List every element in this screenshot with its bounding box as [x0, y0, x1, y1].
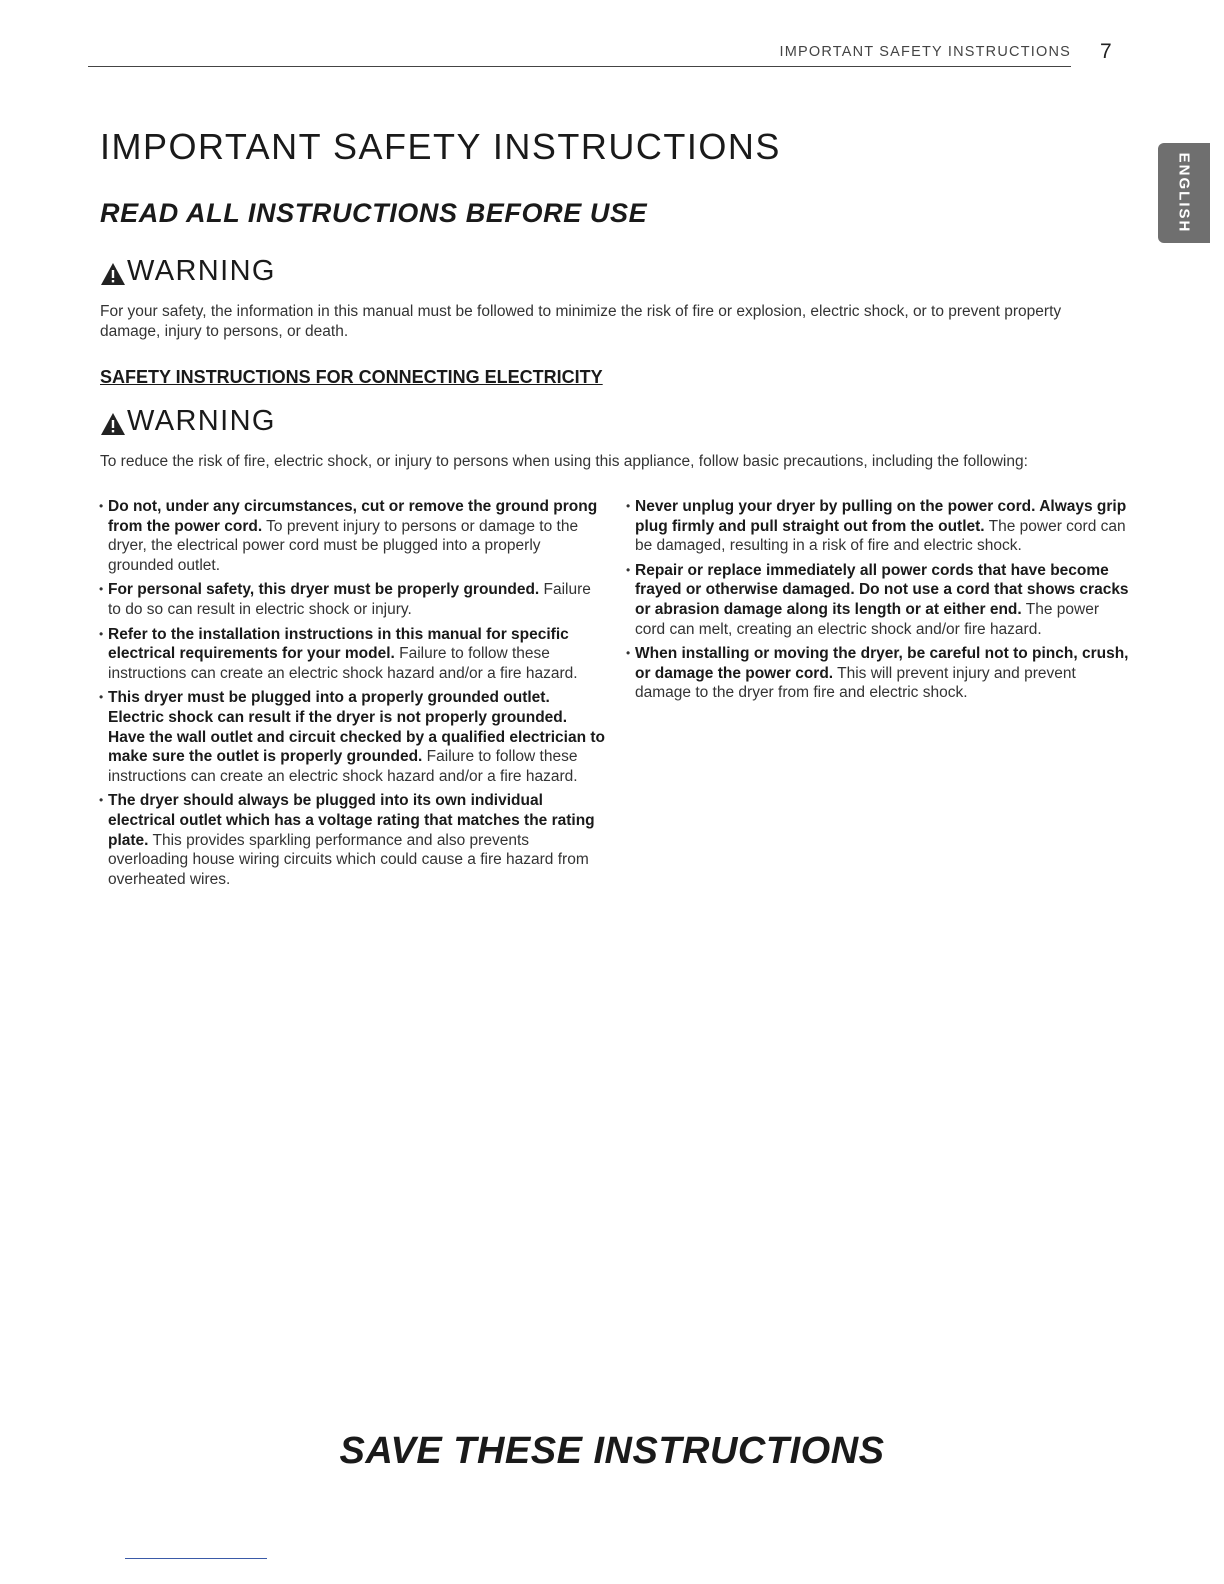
item-text: To prevent injury to persons or damage to the dryer, the electrical power cord must be plugged into a properly grounded outlet. [108, 517, 579, 574]
list-item [100, 791, 605, 889]
item-text: The power cord can be damaged, resulting in a risk of fire and electric shock. [635, 517, 1126, 555]
item-text: The power cord can melt, creating an electric shock and/or fire hazard. [635, 600, 1099, 638]
language-tab [1158, 143, 1210, 243]
page-number: 7 [1100, 40, 1112, 63]
item-bold: This dryer must be plugged into a properly grounded outlet. Electric shock can result if the dryer is not properly grounded. Have the wall outlet and circuit checked by a qualified electrician to make sure the outlet is properly grounded. [108, 689, 606, 766]
item-bold: Never unplug your dryer by pulling on the power cord. Always grip plug firmly and pull straight out from the outlet. [635, 498, 1127, 535]
left-instruction-list [100, 497, 605, 894]
warning-heading [100, 405, 276, 438]
warning-icon [100, 262, 126, 286]
language-tab-label: ENGLISH [1175, 152, 1193, 234]
page-title: IMPORTANT SAFETY INSTRUCTIONS [100, 126, 781, 167]
running-header [88, 42, 1071, 67]
list-item [627, 644, 1132, 703]
warning-label: WARNING [127, 255, 276, 287]
running-header-title: IMPORTANT SAFETY INSTRUCTIONS [779, 44, 1071, 60]
item-text: This provides sparkling performance and also prevents overloading house wiring circuits which could cause a fire hazard from overheated wires. [108, 831, 589, 888]
item-bold: Refer to the installation instructions in this manual for specific electrical requirements for your model. [108, 625, 569, 663]
list-item [100, 625, 605, 684]
item-text: Failure to follow these instructions can create an electric shock hazard and/or a fire hazard. [108, 645, 578, 682]
warning-text: To reduce the risk of fire, electric shock, or injury to persons when using this appliance, follow basic precautions, including the following: [100, 453, 1028, 470]
item-text: This will prevent injury and prevent damage to the dryer from fire and electric shock. [635, 664, 1076, 702]
list-item [627, 561, 1132, 639]
item-bold: Repair or replace immediately all power cords that have become frayed or otherwise damaged. Do not use a cord that shows cracks or abrasion damage along its length or at either end. [635, 561, 1129, 618]
item-bold: When installing or moving the dryer, be careful not to pinch, crush, or damage the power cord. [635, 645, 1129, 682]
list-item [100, 688, 605, 786]
footer-divider [125, 1558, 267, 1559]
page-subtitle: READ ALL INSTRUCTIONS BEFORE USE [100, 198, 648, 228]
warning-label: WARNING [127, 405, 276, 437]
section-heading: SAFETY INSTRUCTIONS FOR CONNECTING ELECTRICITY [100, 367, 603, 387]
save-instructions-footer: SAVE THESE INSTRUCTIONS [339, 1430, 885, 1472]
item-text: Failure to do so can result in electric shock or injury. [108, 581, 591, 618]
item-bold: Do not, under any circumstances, cut or remove the ground prong from the power cord. [108, 498, 598, 535]
item-bold: The dryer should always be plugged into its own individual electrical outlet which has a voltage rating that matches the rating plate. [108, 792, 595, 849]
list-item [100, 580, 605, 619]
right-instruction-list [627, 497, 1132, 708]
warning-text: For your safety, the information in this manual must be followed to minimize the risk of fire or explosion, electric shock, or to prevent property damage, injury to persons, or death. [100, 303, 1062, 340]
warning-icon [100, 412, 126, 436]
list-item [627, 497, 1132, 556]
item-bold: For personal safety, this dryer must be properly grounded. [108, 581, 540, 599]
list-item [100, 497, 605, 575]
item-text: Failure to follow these instructions can create an electric shock hazard and/or a fire hazard. [108, 748, 578, 785]
warning-heading [100, 255, 276, 288]
